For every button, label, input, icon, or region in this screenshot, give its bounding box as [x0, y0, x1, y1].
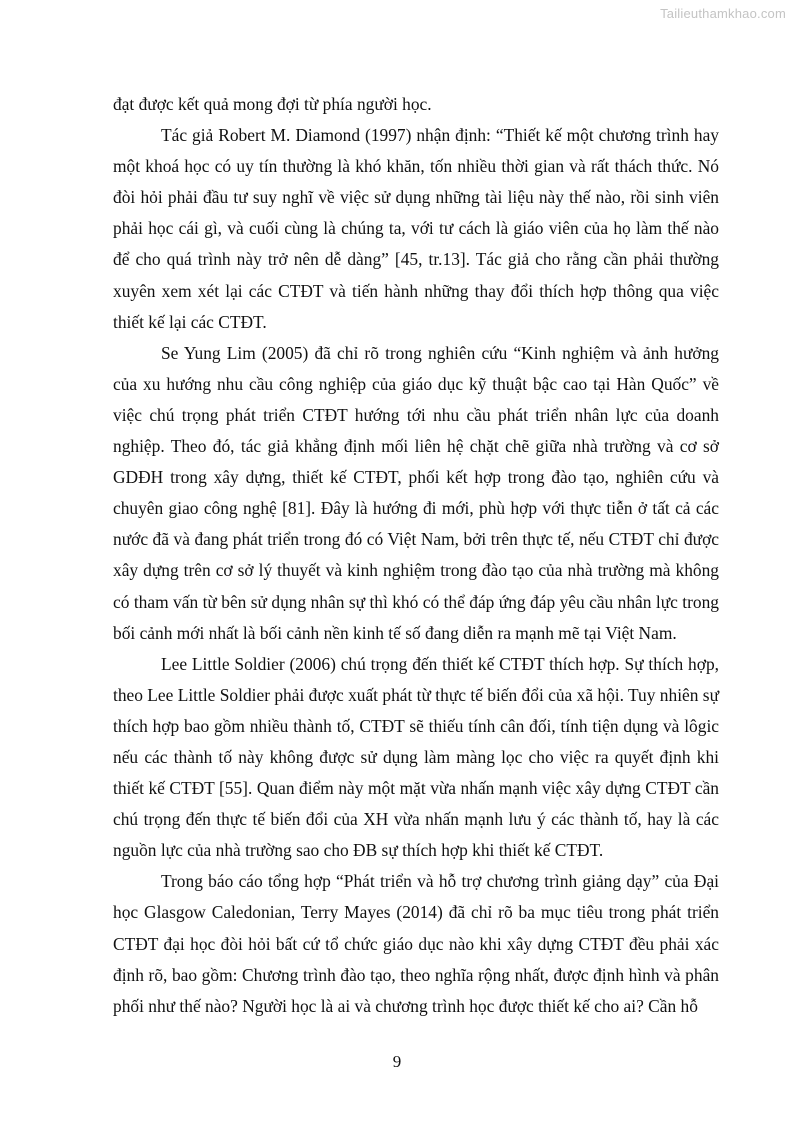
paragraph-1: đạt được kết quả mong đợi từ phía người học.: [113, 94, 432, 114]
paragraph-3: Se Yung Lim (2005) đã chỉ rõ trong nghiên cứu “Kinh nghiệm và ảnh hưởng của xu hướng nhu cầu công nghiệp của giáo dục kỹ thuật bậc cao tại Hàn Quốc” về việc chú trọng phát triển CTĐT hướng tới nhu cầu phát triển nhân lực của doanh nghiệp. Theo đó, tác giả khẳng định mối liên hệ chặt chẽ giữa nhà trường và cơ sở GDĐH trong xây dựng, thiết kế CTĐT, phối kết hợp trong đào tạo, nghiên cứu và chuyên giao công nghệ [81]. Đây là hướng đi mới, phù hợp với thực tiễn ở tất cả các nước đã và đang phát triển trong đó có Việt Nam, bởi trên thực tế, nếu CTĐT chỉ được xây dựng trên cơ sở lý thuyết và kinh nghiệm trong đào tạo của nhà trường mà không có tham vấn từ bên sử dụng nhân sự thì khó có thể đáp ứng đáp yêu cầu nhân lực trong bối cảnh mới nhất là bối cảnh nền kinh tế số đang diễn ra mạnh mẽ tại Việt Nam.: [113, 342, 719, 643]
paragraph-4: Lee Little Soldier (2006) chú trọng đến thiết kế CTĐT thích hợp. Sự thích hợp, theo Lee Little Soldier phải được xuất phát từ thực tế biến đổi của xã hội. Tuy nhiên sự thích hợp bao gồm nhiều thành tố, CTĐT sẽ thiếu tính cân đối, tính tiện dụng và lôgic nếu các thành tố này không được sử dụng làm màng lọc cho việc ra quyết định khi thiết kế CTĐT [55]. Quan điểm này một mặt vừa nhấn mạnh việc xây dựng CTĐT cần chú trọng đến thực tế biến đổi của XH vừa nhấn mạnh lưu ý các thành tố, hay là các nguồn lực của nhà trường sao cho ĐB sự thích hợp khi thiết kế CTĐT.: [113, 653, 719, 861]
paragraph-2: Tác giả Robert M. Diamond (1997) nhận định: “Thiết kế một chương trình hay một khoá học có uy tín thường là khó khăn, tốn nhiều thời gian và rất thách thức. Nó đòi hỏi phải đầu tư suy nghĩ về việc sử dụng những tài liệu này thế nào, rồi sinh viên phải học cái gì, và cuối cùng là chúng ta, với tư cách là giáo viên của họ làm thế nào để cho quá trình này trở nên dễ dàng” [45, tr.13]. Tác giả cho rằng cần phải thường xuyên xem xét lại các CTĐT và tiến hành những thay đổi thích hợp thông qua việc thiết kế lại các CTĐT.: [113, 125, 719, 332]
document-body: [113, 89, 719, 1022]
paragraph-5: Trong báo cáo tổng hợp “Phát triển và hỗ trợ chương trình giảng dạy” của Đại học Glasgow Caledonian, Terry Mayes (2014) đã chỉ rõ ba mục tiêu trong phát triển CTĐT đại học đòi hỏi bất cứ tổ chức giáo dục nào khi xây dựng CTĐT đều phải xác định rõ, bao gồm: Chương trình đào tạo, theo nghĩa rộng nhất, được định hình và phân phối như thế nào? Người học là ai và chương trình học được thiết kế cho ai? Cần hỗ: [113, 871, 719, 1016]
watermark: Tailieuthamkhao.com: [660, 6, 786, 21]
page-number: 9: [392, 1052, 402, 1071]
